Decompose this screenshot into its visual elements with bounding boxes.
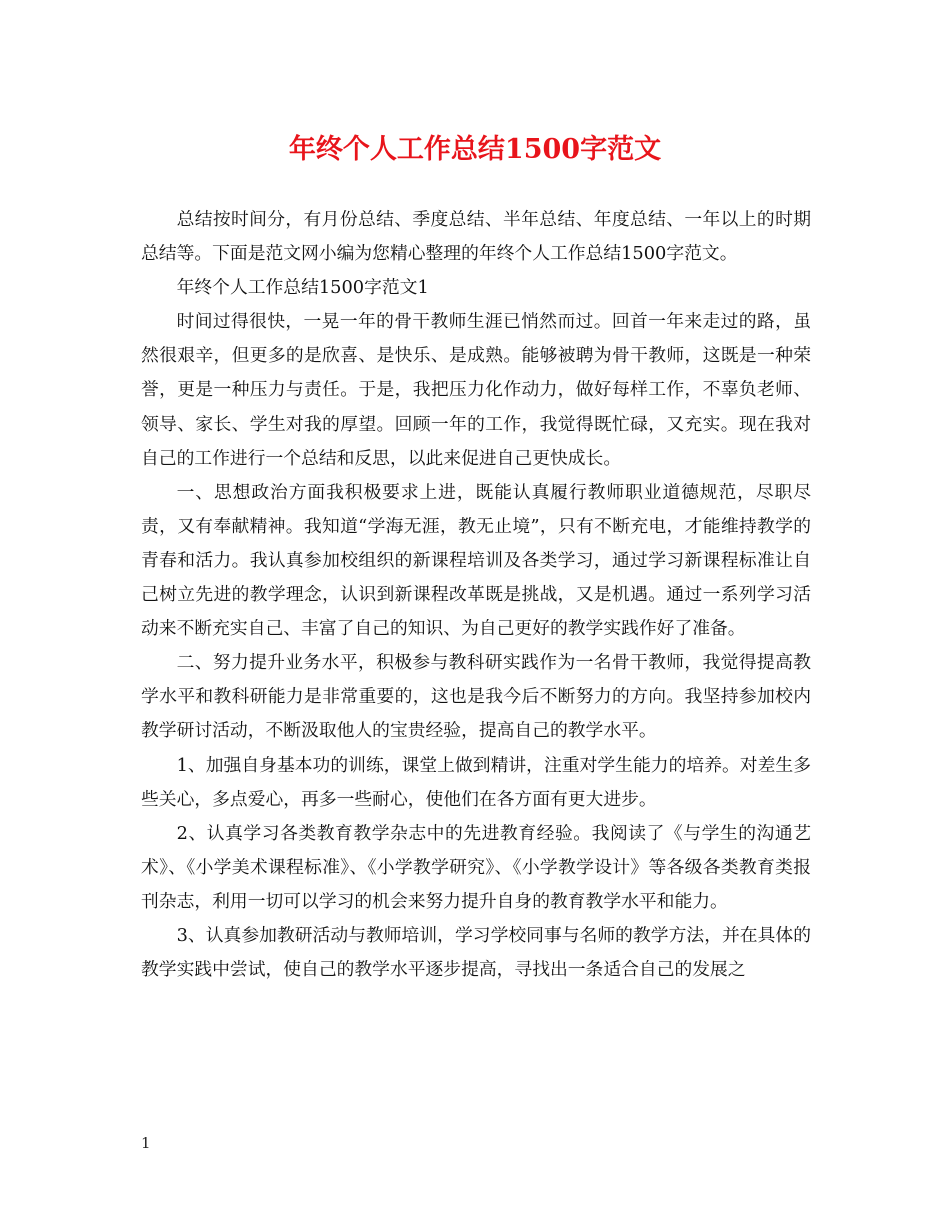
section-heading: 年终个人工作总结1500字范文1 xyxy=(176,277,429,299)
paragraph-item-2: 2、认真学习各类教育教学杂志中的先进教育经验。我阅读了《与学生的沟通艺术》、《小学美术课程标准》、《小学教学研究》、《小学教学设计》等各级各类教育类报刊杂志，利用一切可以学习的机会来努力提升自身的教育教学水平和能力。 xyxy=(141,822,811,912)
paragraph-professional: 二、努力提升业务水平，积极参与教科研实践作为一名骨干教师，我觉得提高教学水平和教科研能力是非常重要的，这也是我今后不断努力的方向。我坚持参加校内教学研讨活动，不断汲取他人的宝贵经验，提高自己的教学水平。 xyxy=(141,652,811,742)
document-title: 年终个人工作总结1500字范文 xyxy=(288,134,662,165)
paragraph-reflection: 时间过得很快，一晃一年的骨干教师生涯已悄然而过。回首一年来走过的路，虽然很艰辛，但更多的是欣喜、是快乐、是成熟。能够被聘为骨干教师，这既是一种荣誉，更是一种压力与责任。于是，我把压力化作动力，做好每样工作，不辜负老师、领导、家长、学生对我的厚望。回顾一年的工作，我觉得既忙碌，又充实。现在我对自己的工作进行一个总结和反思，以此来促进自己更快成长。 xyxy=(141,311,811,469)
paragraph-political: 一、思想政治方面我积极要求上进，既能认真履行教师职业道德规范，尽职尽责，又有奉献精神。我知道“学海无涯，教无止境”，只有不断充电，才能维持教学的青春和活力。我认真参加校组织的新课程培训及各类学习，通过学习新课程标准让自己树立先进的教学理念，认识到新课程改革既是挑战，又是机遇。通过一系列学习活动来不断充实自己、丰富了自己的知识、为自己更好的教学实践作好了准备。 xyxy=(141,481,811,640)
paragraph-item-1: 1、加强自身基本功的训练，课堂上做到精讲，注重对学生能力的培养。对差生多些关心，多点爱心，再多一些耐心，使他们在各方面有更大进步。 xyxy=(141,754,811,810)
paragraph-item-3: 3、认真参加教研活动与教师培训，学习学校同事与名师的教学方法，并在具体的教学实践中尝试，使自己的教学水平逐步提高，寻找出一条适合自己的发展之 xyxy=(141,924,811,981)
paragraph-intro: 总结按时间分，有月份总结、季度总结、半年总结、年度总结、一年以上的时期总结等。下面是范文网小编为您精心整理的年终个人工作总结1500字范文。 xyxy=(141,209,811,265)
document-body xyxy=(141,203,811,987)
page-number: 1 xyxy=(141,1134,151,1152)
